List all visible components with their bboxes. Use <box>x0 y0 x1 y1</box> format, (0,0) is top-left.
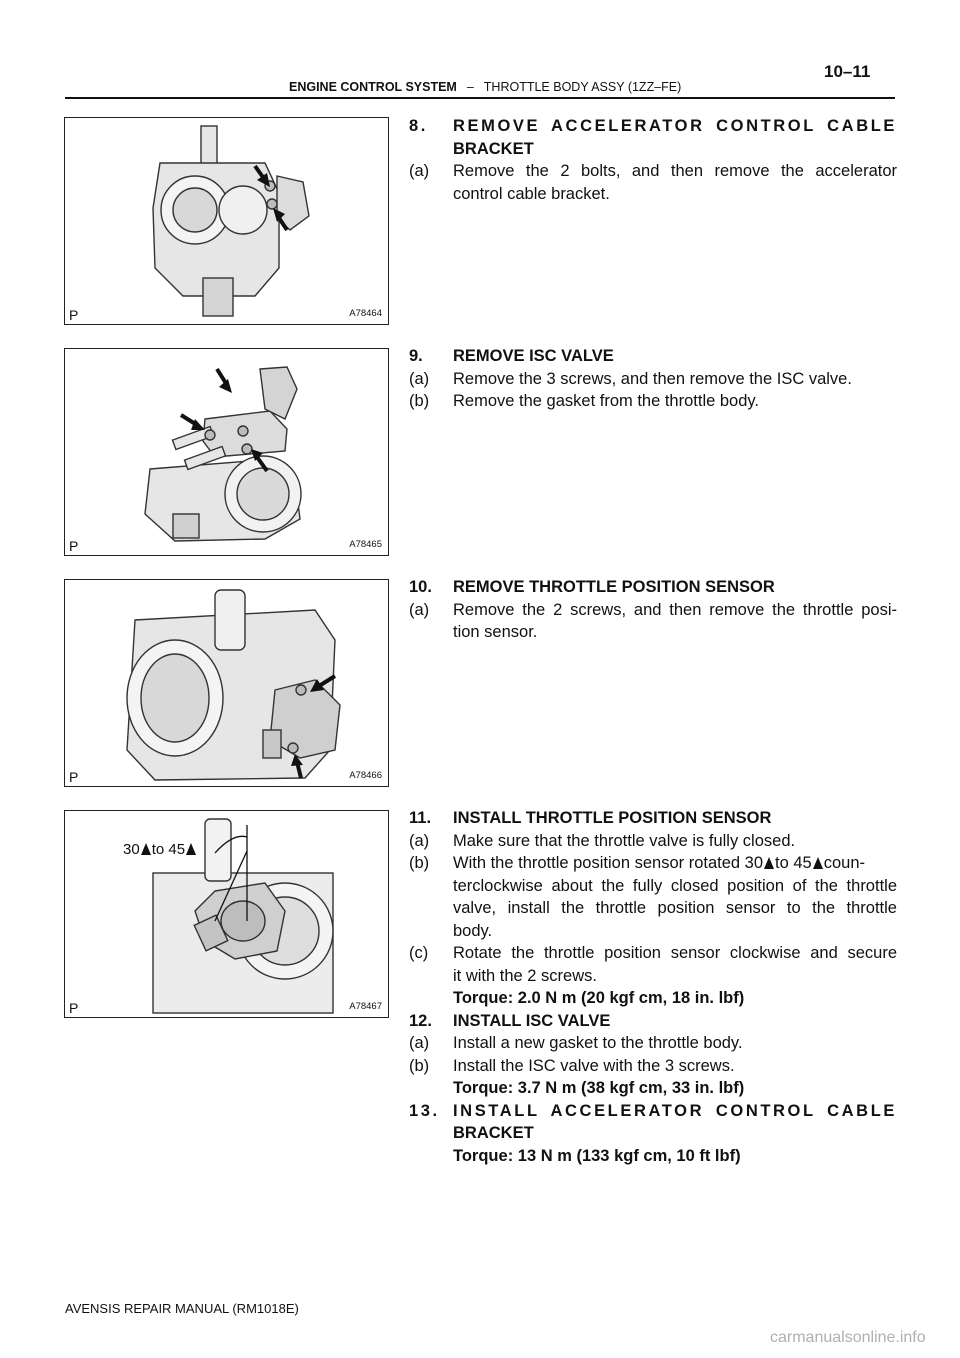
step-9 <box>409 345 897 413</box>
substep-text: to 45 <box>775 854 812 872</box>
figure-p-label: P <box>69 769 79 785</box>
substep-text: Rotate the throttle position sensor clockwise and secure <box>453 944 897 962</box>
step-title-line: INSTALL ISC VALVE <box>453 1011 611 1030</box>
substep-text: control cable bracket. <box>453 184 610 203</box>
substep-text-rotation <box>409 852 897 875</box>
substep-b <box>409 390 897 413</box>
substep-text: coun- <box>823 854 865 872</box>
torque-spec <box>409 987 897 1010</box>
substep-text: Remove the 3 screws, and then remove the ISC valve. <box>453 369 852 388</box>
substep-a <box>409 368 897 391</box>
substep-a-cont <box>409 621 897 644</box>
step-title-line: BRACKET <box>453 139 534 158</box>
degree-triangle-icon <box>186 843 196 855</box>
steps-11-13 <box>409 807 897 1167</box>
angle-from-value: 30 <box>123 841 140 858</box>
step-title <box>409 1100 897 1123</box>
step-number: 11. <box>409 809 432 827</box>
angle-to-value: to 45 <box>151 841 186 858</box>
substep-label: (a) <box>409 369 430 388</box>
step-title-line: REMOVE ACCELERATOR CONTROL CABLE <box>453 117 897 135</box>
section-title: ENGINE CONTROL SYSTEM <box>289 80 457 94</box>
substep-c-cont <box>409 965 897 988</box>
step-title <box>409 1010 897 1033</box>
substep-text: body. <box>453 921 493 940</box>
substep-b <box>409 852 897 875</box>
substep-b-cont <box>409 875 897 898</box>
substep-text: Remove the 2 screws, and then remove the throttle posi- <box>453 600 897 619</box>
torque-spec <box>409 1145 897 1168</box>
figure-code: A78467 <box>349 1001 382 1012</box>
throttle-position-sensor-illustration <box>65 580 388 786</box>
substep-c <box>409 942 897 965</box>
watermark: carmanualsonline.info <box>770 1329 926 1346</box>
step-title <box>409 807 897 830</box>
throttle-body-bracket-illustration <box>65 118 388 324</box>
page-number: 10–11 <box>824 62 871 81</box>
section-header <box>289 80 681 94</box>
step-title <box>409 115 897 138</box>
substep-label: (b) <box>409 392 430 410</box>
step-number: 8. <box>409 117 428 135</box>
figure-a78465 <box>64 348 389 556</box>
substep-label: (a) <box>409 162 430 180</box>
substep-a <box>409 599 897 622</box>
substep-label: (a) <box>409 831 430 850</box>
step-title-line: INSTALL THROTTLE POSITION SENSOR <box>453 809 772 827</box>
torque-text: Torque: 13 N m (133 kgf cm, 10 ft lbf) <box>453 1146 741 1165</box>
rotation-angle-label <box>123 841 197 858</box>
substep-text: Remove the gasket from the throttle body. <box>453 392 760 410</box>
step-title-cont <box>409 138 897 161</box>
header-separator: – <box>466 80 474 94</box>
substep-label: (b) <box>409 854 430 872</box>
torque-spec <box>409 1077 897 1100</box>
header-rule <box>65 97 895 99</box>
substep-label: (a) <box>409 1034 430 1052</box>
degree-triangle-icon <box>764 857 774 869</box>
substep-text: Install a new gasket to the throttle body. <box>453 1034 743 1052</box>
substep-text: With the throttle position sensor rotated 30 <box>453 854 764 872</box>
substep-a-cont <box>409 183 897 206</box>
figure-code: A78464 <box>349 308 382 319</box>
step-title <box>409 345 897 368</box>
step-title-line: BRACKET <box>453 1124 534 1142</box>
substep-text: it with the 2 screws. <box>453 966 597 985</box>
substep-b-cont <box>409 920 897 943</box>
substep-label: (b) <box>409 1056 430 1075</box>
step-title <box>409 576 897 599</box>
figure-code: A78465 <box>349 539 382 550</box>
substep-a <box>409 830 897 853</box>
torque-text: Torque: 2.0 N m (20 kgf cm, 18 in. lbf) <box>453 989 745 1007</box>
substep-label: (a) <box>409 600 430 619</box>
figure-a78467 <box>64 810 389 1018</box>
degree-triangle-icon <box>813 857 823 869</box>
step-number: 9. <box>409 347 423 365</box>
subsection-title: THROTTLE BODY ASSY (1ZZ–FE) <box>483 80 682 94</box>
substep-text: tion sensor. <box>453 623 538 641</box>
tps-rotation-illustration <box>65 811 388 1017</box>
substep-text: Make sure that the throttle valve is fully closed. <box>453 831 796 850</box>
step-title-line: REMOVE ISC VALVE <box>453 347 614 365</box>
figure-code: A78466 <box>349 770 382 781</box>
step-number: 10. <box>409 578 432 596</box>
figure-a78464 <box>64 117 389 325</box>
figure-p-label: P <box>69 307 79 323</box>
substep-text: Remove the 2 bolts, and then remove the accelerator <box>453 162 897 180</box>
figure-a78466 <box>64 579 389 787</box>
torque-text: Torque: 3.7 N m (38 kgf cm, 33 in. lbf) <box>453 1079 745 1097</box>
figure-p-label: P <box>69 538 79 554</box>
step-title-line: INSTALL ACCELERATOR CONTROL CABLE <box>453 1101 897 1120</box>
substep-text: terclockwise about the fully closed position of the throttle <box>453 876 897 895</box>
step-number: 12. <box>409 1011 432 1030</box>
degree-triangle-icon <box>141 843 151 855</box>
substep-label: (c) <box>409 944 429 962</box>
step-number: 13. <box>409 1101 440 1120</box>
substep-b-cont <box>409 897 897 920</box>
substep-b <box>409 1055 897 1078</box>
step-title-line: REMOVE THROTTLE POSITION SENSOR <box>453 578 775 596</box>
step-title-cont <box>409 1122 897 1145</box>
step-10 <box>409 576 897 644</box>
substep-a <box>409 160 897 183</box>
figure-p-label: P <box>69 1000 79 1016</box>
substep-text: Install the ISC valve with the 3 screws. <box>453 1056 735 1075</box>
isc-valve-illustration <box>65 349 388 555</box>
manual-footer: AVENSIS REPAIR MANUAL (RM1018E) <box>65 1301 299 1316</box>
substep-text: valve, install the throttle position sensor to the throttle <box>453 899 897 917</box>
step-8 <box>409 115 897 205</box>
substep-a <box>409 1032 897 1055</box>
